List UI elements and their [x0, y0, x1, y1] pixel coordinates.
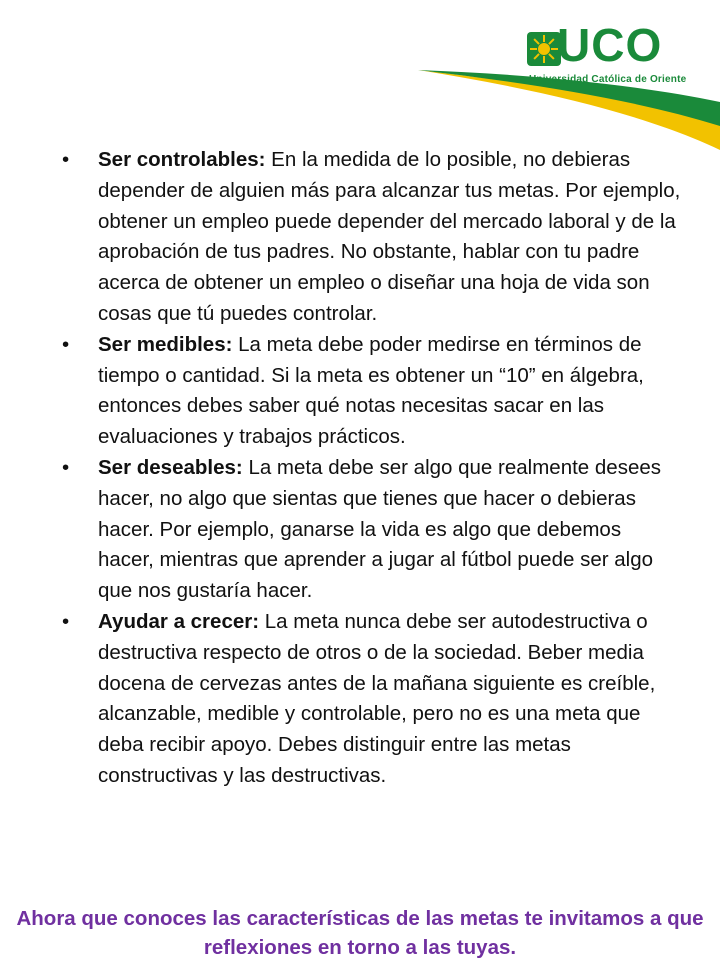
bullet-marker: • — [62, 455, 70, 479]
bullet-term: Ser deseables: — [98, 455, 243, 479]
bullet-marker: • — [62, 609, 70, 633]
logo-subtitle: Universidad Católica de Oriente — [529, 74, 687, 85]
bullet-term: Ser controlables: — [98, 148, 266, 171]
bullet-term: Ser medibles: — [98, 332, 233, 356]
sun-emblem-icon — [527, 32, 561, 66]
uco-logo — [527, 19, 707, 88]
bullet-item-crecer — [62, 607, 682, 792]
bullet-item-deseables — [62, 453, 682, 607]
bullet-text: En la medida de lo posible, no debieras depender de alguien más para alcanzar tus metas. Por ejemplo, obtener un empleo puede depender del mercado laboral y de la aprobación de tus padres. No obstante, hablar con tu padre acerca de obtener un empleo o diseñar una hoja de vida son cosas que tú puedes controlar. — [98, 148, 681, 325]
bullet-text: La meta nunca debe ser autodestructiva o destructiva respecto de otros o de la sociedad. Beber media docena de cervezas antes de la mañana siguiente es creíble, alcanzable, medible y controlable, pero no es una meta que deba recibir apoyo. Debes distinguir entre las metas constructivas y las destructivas. — [98, 609, 656, 787]
bullet-list-container — [62, 145, 682, 792]
bullet-marker: • — [62, 148, 70, 171]
header — [0, 0, 720, 160]
bullet-item-medibles — [62, 330, 682, 453]
bullet-text: La meta debe poder medirse en términos de tiempo o cantidad. Si la meta es obtener un “10” en álgebra, entonces debes saber qué notas necesitas sacar en las evaluaciones y trabajos prácticos. — [98, 332, 644, 449]
closing-message: Ahora que conoces las características de las metas te invitamos a que reflexiones en torno a las tuyas. — [16, 907, 704, 959]
bullet-text: La meta debe ser algo que realmente desees hacer, no algo que sientas que tienes que hacer o debieras hacer. Por ejemplo, ganarse la vida es algo que debemos hacer, mientras que aprender a jugar al fútbol puede ser algo que nos gustaría hacer. — [98, 455, 661, 603]
bullet-item-controlables — [62, 145, 682, 330]
bullet-marker: • — [62, 332, 70, 356]
bullet-list — [62, 145, 682, 792]
logo-wordmark: UCO — [557, 19, 663, 71]
bullet-term: Ayudar a crecer: — [98, 609, 260, 633]
